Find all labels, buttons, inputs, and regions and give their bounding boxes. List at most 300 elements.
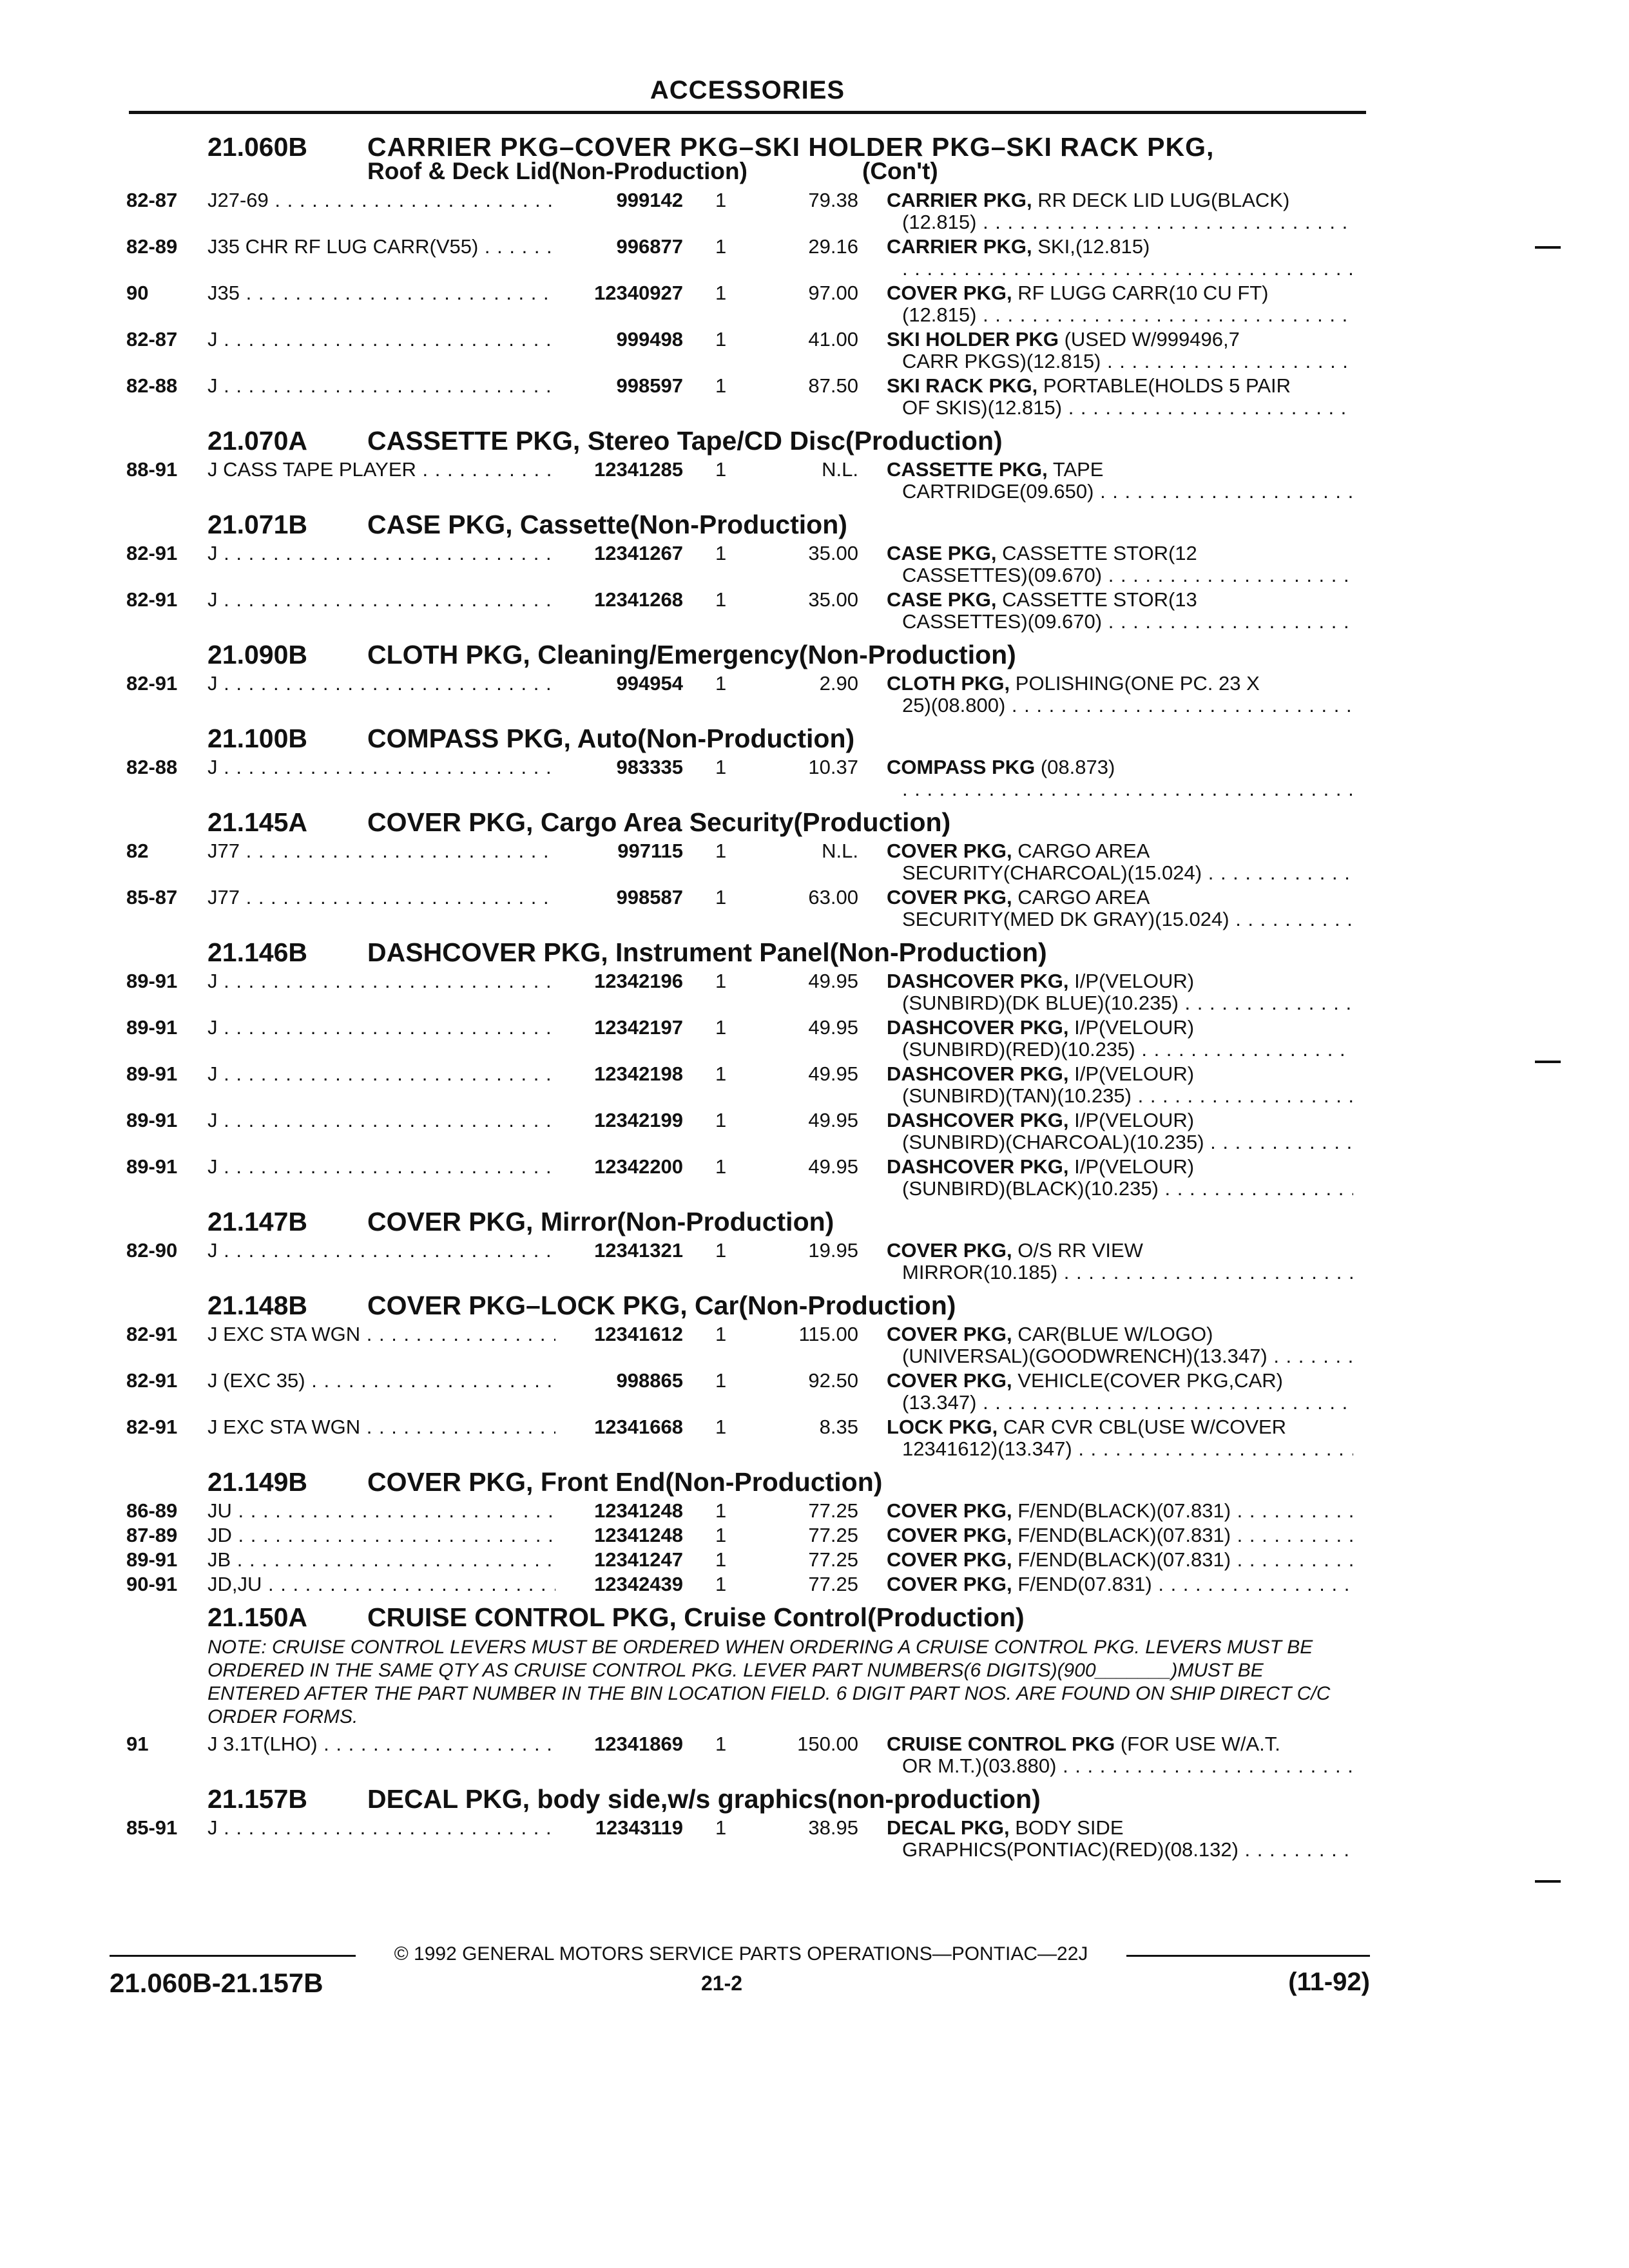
section-subtitle: Roof & Deck Lid(Non-Production) <box>367 158 747 184</box>
section-code: 21.150A <box>207 1602 308 1632</box>
description-line-1 <box>887 1109 1194 1132</box>
description-line-2: (SUNBIRD)(RED)(10.235) . . . <box>902 1038 1353 1061</box>
description-text: CAR CVR CBL(USE W/COVER <box>998 1416 1287 1438</box>
description-line-2: (SUNBIRD)(BLACK)(10.235) . . . <box>902 1177 1353 1200</box>
description-text: CARGO AREA <box>1012 840 1150 862</box>
quantity: 1 <box>715 458 727 481</box>
price: 77.25 <box>808 1499 858 1522</box>
part-row <box>0 280 1629 327</box>
description-name: COVER PKG, <box>887 1573 1012 1595</box>
price: 29.16 <box>808 235 858 258</box>
model-code: J EXC STA WGN . . . <box>207 1416 555 1439</box>
section-heading <box>0 1288 1629 1321</box>
description-line-2: (UNIVERSAL)(GOODWRENCH)(13.347) . . . <box>902 1345 1353 1368</box>
section-code: 21.070A <box>207 426 308 456</box>
part-number: 12341248 <box>594 1524 683 1546</box>
section-code: 21.146B <box>207 937 308 967</box>
part-row <box>0 1154 1629 1200</box>
section-code: 21.060B <box>207 132 308 162</box>
description-text: CASSETTE STOR(13 <box>996 588 1197 611</box>
description-name: SKI RACK PKG, <box>887 374 1038 397</box>
quantity: 1 <box>715 1369 727 1392</box>
quantity: 1 <box>715 1109 727 1131</box>
price: 10.37 <box>808 756 858 778</box>
section-code: 21.100B <box>207 724 308 753</box>
quantity: 1 <box>715 1416 727 1438</box>
part-row <box>0 1498 1629 1523</box>
quantity: 1 <box>715 672 727 695</box>
part-number: 12340927 <box>594 282 683 304</box>
quantity: 1 <box>715 840 727 862</box>
price: 49.95 <box>808 1109 858 1131</box>
price: N.L. <box>822 458 858 481</box>
section-heading <box>0 637 1629 671</box>
description-line-1 <box>887 1416 1286 1439</box>
part-number: 12342198 <box>594 1062 683 1085</box>
footer-date: (11-92) <box>1288 1968 1370 1996</box>
model-years: 82-88 <box>126 756 178 778</box>
part-number: 12341612 <box>594 1323 683 1345</box>
section-heading <box>0 805 1629 838</box>
description-text: RF LUGG CARR(10 CU FT) <box>1012 282 1269 304</box>
part-row <box>0 968 1629 1015</box>
description-name: DASHCOVER PKG, <box>887 1016 1069 1039</box>
model-code: J EXC STA WGN . . . <box>207 1323 555 1346</box>
model-years: 82-91 <box>126 542 178 564</box>
footer-section-range: 21.060B-21.157B <box>110 1968 323 1998</box>
margin-mark <box>1535 1880 1561 1883</box>
description-name: COVER PKG, <box>887 282 1012 304</box>
model-years: 91 <box>126 1733 149 1755</box>
model-code: J . . . <box>207 328 555 351</box>
description-line-1 <box>887 542 1197 565</box>
description-text: F/END(07.831) <box>1012 1573 1152 1595</box>
section-title: CARRIER PKG–COVER PKG–SKI HOLDER PKG–SKI RACK PKG, <box>367 132 1215 162</box>
model-code: J . . . <box>207 374 555 398</box>
model-code: JU . . . <box>207 1499 555 1523</box>
description-line-1 <box>887 588 1197 611</box>
description-name: COVER PKG, <box>887 1548 1012 1571</box>
description-line-1 <box>887 970 1194 993</box>
quantity: 1 <box>715 1062 727 1085</box>
part-number: 12341668 <box>594 1416 683 1438</box>
description-name: COVER PKG, <box>887 1323 1012 1345</box>
model-years: 82-87 <box>126 189 178 211</box>
price: 49.95 <box>808 970 858 992</box>
quantity: 1 <box>715 328 727 351</box>
description-line-2: 12341612)(13.347) . . . <box>902 1437 1353 1461</box>
quantity: 1 <box>715 1155 727 1178</box>
part-number: 999498 <box>616 328 683 351</box>
description-line-1 <box>887 1323 1213 1346</box>
part-row <box>0 1547 1629 1571</box>
part-number: 12342197 <box>594 1016 683 1039</box>
description-name: COVER PKG, <box>887 1524 1012 1546</box>
quantity: 1 <box>715 588 727 611</box>
price: 115.00 <box>798 1323 858 1345</box>
description-text: CARGO AREA <box>1012 886 1150 908</box>
description-name: DASHCOVER PKG, <box>887 1109 1069 1131</box>
model-years: 82-91 <box>126 1416 178 1438</box>
model-code: J . . . <box>207 1239 555 1262</box>
quantity: 1 <box>715 886 727 908</box>
description-text: (08.873) <box>1035 756 1115 778</box>
quantity: 1 <box>715 282 727 304</box>
part-row <box>0 327 1629 373</box>
section-title: COVER PKG, Front End(Non-Production) <box>367 1467 883 1497</box>
model-years: 89-91 <box>126 1155 178 1178</box>
part-row <box>0 587 1629 633</box>
description-line-2: (SUNBIRD)(CHARCOAL)(10.235) . . . <box>902 1131 1353 1154</box>
section-title: CASSETTE PKG, Stereo Tape/CD Disc(Production) <box>367 426 1003 456</box>
description-text: (USED W/999496,7 <box>1058 328 1240 351</box>
description-line-2: (12.815) . . . <box>902 303 1353 327</box>
quantity: 1 <box>715 189 727 211</box>
section-title: COVER PKG–LOCK PKG, Car(Non-Production) <box>367 1291 956 1320</box>
page-header: ACCESSORIES <box>650 76 845 104</box>
catalog-content <box>0 126 1629 1861</box>
description-line-1 <box>887 756 1115 779</box>
section-heading <box>0 1204 1629 1238</box>
price: 87.50 <box>808 374 858 397</box>
section-heading <box>0 935 1629 968</box>
description-text: RR DECK LID LUG(BLACK) <box>1032 189 1290 211</box>
section-subtitle-line <box>0 158 1629 187</box>
quantity: 1 <box>715 970 727 992</box>
description-name: COVER PKG, <box>887 840 1012 862</box>
description-text: I/P(VELOUR) <box>1068 970 1195 992</box>
part-number: 12341247 <box>594 1548 683 1571</box>
price: 150.00 <box>797 1733 858 1755</box>
part-row <box>0 754 1629 801</box>
part-row <box>0 1061 1629 1108</box>
price: 19.95 <box>808 1239 858 1262</box>
model-years: 82-91 <box>126 588 178 611</box>
part-row <box>0 457 1629 503</box>
description-line-1 <box>887 672 1260 695</box>
price: N.L. <box>822 840 858 862</box>
part-row <box>0 187 1629 234</box>
model-code: J . . . <box>207 1816 555 1840</box>
part-row <box>0 838 1629 885</box>
model-code: J 3.1T(LHO) . . . <box>207 1733 555 1756</box>
description-name: CLOTH PKG, <box>887 672 1010 695</box>
description-line-1 <box>887 1155 1194 1178</box>
margin-mark <box>1535 246 1561 249</box>
description-name: DASHCOVER PKG, <box>887 970 1069 992</box>
part-number: 998587 <box>616 886 683 908</box>
description-text: SKI,(12.815) <box>1032 235 1150 258</box>
model-years: 82-89 <box>126 235 178 258</box>
model-code: J . . . <box>207 672 555 695</box>
price: 49.95 <box>808 1062 858 1085</box>
part-row <box>0 373 1629 419</box>
part-number: 996877 <box>616 235 683 258</box>
model-years: 82-91 <box>126 1323 178 1345</box>
section-code: 21.149B <box>207 1467 308 1497</box>
description-line-2: (SUNBIRD)(TAN)(10.235) . . . <box>902 1084 1353 1108</box>
part-row <box>0 1523 1629 1547</box>
section-title: CASE PKG, Cassette(Non-Production) <box>367 510 847 539</box>
part-number: 12341285 <box>594 458 683 481</box>
part-row <box>0 1015 1629 1061</box>
model-years: 82 <box>126 840 149 862</box>
section-heading <box>0 423 1629 457</box>
description-text: (FOR USE W/A.T. <box>1115 1733 1280 1755</box>
description-line-1 <box>887 1573 1357 1596</box>
price: 2.90 <box>819 672 858 695</box>
quantity: 1 <box>715 1573 727 1595</box>
model-years: 87-89 <box>126 1524 178 1546</box>
description-line-2: (12.815) . . . <box>902 211 1353 234</box>
model-years: 82-90 <box>126 1239 178 1262</box>
section-heading <box>0 1465 1629 1498</box>
description-name: CASE PKG, <box>887 542 997 564</box>
part-row <box>0 541 1629 587</box>
description-line-1 <box>887 1062 1194 1086</box>
price: 77.25 <box>808 1548 858 1571</box>
description-name: SKI HOLDER PKG <box>887 328 1059 351</box>
description-line-1 <box>887 1369 1283 1392</box>
model-code: J CASS TAPE PLAYER . . . <box>207 458 555 481</box>
description-name: CARRIER PKG, <box>887 235 1032 258</box>
section-title: COMPASS PKG, Auto(Non-Production) <box>367 724 855 753</box>
description-line-2 <box>902 778 1353 801</box>
part-number: 12341268 <box>594 588 683 611</box>
quantity: 1 <box>715 1733 727 1755</box>
part-number: 997115 <box>617 840 683 862</box>
part-number: 12341321 <box>594 1239 683 1262</box>
description-line-2: CASSETTES)(09.670) . . . <box>902 610 1353 633</box>
part-row <box>0 1108 1629 1154</box>
description-text: BODY SIDE <box>1009 1816 1124 1839</box>
model-code: J77 . . . <box>207 886 555 909</box>
description-line-2: SECURITY(MED DK GRAY)(15.024) . . . <box>902 908 1353 931</box>
part-row <box>0 885 1629 931</box>
footer-copyright: © 1992 GENERAL MOTORS SERVICE PARTS OPERATIONS—PONTIAC—22J <box>394 1943 1088 1965</box>
description-line-1 <box>887 1816 1124 1840</box>
description-text: CASSETTE STOR(12 <box>996 542 1197 564</box>
description-name: DASHCOVER PKG, <box>887 1155 1069 1178</box>
part-row <box>0 671 1629 717</box>
quantity: 1 <box>715 1239 727 1262</box>
description-line-2: GRAPHICS(PONTIAC)(RED)(08.132) . . . <box>902 1838 1353 1861</box>
model-code: J . . . <box>207 1109 555 1132</box>
price: 63.00 <box>808 886 858 908</box>
price: 77.25 <box>808 1573 858 1595</box>
quantity: 1 <box>715 1524 727 1546</box>
description-line-1 <box>887 328 1240 351</box>
description-text: I/P(VELOUR) <box>1068 1109 1195 1131</box>
header-rule <box>129 111 1366 114</box>
description-line-2: CASSETTES)(09.670) . . . <box>902 564 1353 587</box>
model-code: J35 . . . <box>207 282 555 305</box>
part-row <box>0 1414 1629 1461</box>
price: 49.95 <box>808 1155 858 1178</box>
description-line-2: CARR PKGS)(12.815) . . . <box>902 350 1353 373</box>
quantity: 1 <box>715 1323 727 1345</box>
part-number: 998865 <box>616 1369 683 1392</box>
description-text: F/END(BLACK)(07.831) <box>1012 1524 1231 1546</box>
section-title: CRUISE CONTROL PKG, Cruise Control(Production) <box>367 1602 1025 1632</box>
model-code: JD . . . <box>207 1524 555 1547</box>
description-line-2: CARTRIDGE(09.650) . . . <box>902 480 1353 503</box>
model-code: J . . . <box>207 756 555 779</box>
model-years: 89-91 <box>126 1548 178 1571</box>
description-text: CAR(BLUE W/LOGO) <box>1012 1323 1213 1345</box>
description-line-2: MIRROR(10.185) . . . <box>902 1261 1353 1284</box>
quantity: 1 <box>715 1816 727 1839</box>
model-years: 88-91 <box>126 458 178 481</box>
description-line-2: OR M.T.)(03.880) . . . <box>902 1754 1353 1778</box>
model-years: 89-91 <box>126 970 178 992</box>
model-code: J77 . . . <box>207 840 555 863</box>
model-years: 82-87 <box>126 328 178 351</box>
description-line-2: OF SKIS)(12.815) . . . <box>902 396 1353 419</box>
model-years: 82-88 <box>126 374 178 397</box>
section-code: 21.090B <box>207 640 308 669</box>
description-name: COMPASS PKG <box>887 756 1036 778</box>
description-line-1 <box>887 840 1150 863</box>
quantity: 1 <box>715 542 727 564</box>
price: 77.25 <box>808 1524 858 1546</box>
description-line-1 <box>887 282 1269 305</box>
footer-rule-right <box>1126 1955 1370 1957</box>
description-text: I/P(VELOUR) <box>1068 1062 1195 1085</box>
description-text: VEHICLE(COVER PKG,CAR) <box>1012 1369 1283 1392</box>
description-name: DECAL PKG, <box>887 1816 1010 1839</box>
section-title: COVER PKG, Mirror(Non-Production) <box>367 1207 834 1236</box>
model-code: J . . . <box>207 542 555 565</box>
footer-page-number: 21-2 <box>700 1972 743 1995</box>
quantity: 1 <box>715 1499 727 1522</box>
model-code: J . . . <box>207 1016 555 1039</box>
description-line-1 <box>887 1733 1280 1756</box>
continued-label: (Con't) <box>862 158 938 184</box>
part-number: 12342439 <box>594 1573 683 1595</box>
model-code: J (EXC 35) . . . <box>207 1369 555 1392</box>
section-code: 21.148B <box>207 1291 308 1320</box>
section-code: 21.147B <box>207 1207 308 1236</box>
model-years: 85-87 <box>126 886 178 908</box>
model-code: JB . . . <box>207 1548 555 1571</box>
section-code: 21.157B <box>207 1784 308 1814</box>
part-row <box>0 234 1629 280</box>
part-row <box>0 1815 1629 1861</box>
description-text: O/S RR VIEW <box>1012 1239 1143 1262</box>
description-text: TAPE <box>1047 458 1104 481</box>
price: 92.50 <box>808 1369 858 1392</box>
description-line-2 <box>902 257 1353 280</box>
part-row <box>0 1238 1629 1284</box>
quantity: 1 <box>715 1016 727 1039</box>
quantity: 1 <box>715 235 727 258</box>
model-years: 85-91 <box>126 1816 178 1839</box>
description-name: CARRIER PKG, <box>887 189 1032 211</box>
description-text: F/END(BLACK)(07.831) <box>1012 1499 1231 1522</box>
model-code: JD,JU . . . <box>207 1573 555 1596</box>
model-code: J . . . <box>207 1155 555 1178</box>
section-title: CLOTH PKG, Cleaning/Emergency(Non-Production) <box>367 640 1016 669</box>
description-line-1 <box>887 189 1289 212</box>
part-row <box>0 1731 1629 1778</box>
part-number: 12341248 <box>594 1499 683 1522</box>
description-line-1 <box>887 1016 1194 1039</box>
model-years: 90 <box>126 282 149 304</box>
price: 79.38 <box>808 189 858 211</box>
model-years: 86-89 <box>126 1499 178 1522</box>
description-line-2: (13.347) . . . <box>902 1391 1353 1414</box>
model-years: 90-91 <box>126 1573 178 1595</box>
section-title: DECAL PKG, body side,w/s graphics(non-production) <box>367 1784 1041 1814</box>
section-code: 21.071B <box>207 510 308 539</box>
model-years: 82-91 <box>126 672 178 695</box>
description-text: I/P(VELOUR) <box>1068 1155 1195 1178</box>
description-name: CRUISE CONTROL PKG <box>887 1733 1115 1755</box>
section-title: DASHCOVER PKG, Instrument Panel(Non-Production) <box>367 937 1047 967</box>
description-line-2: (SUNBIRD)(DK BLUE)(10.235) . . . <box>902 992 1353 1015</box>
section-heading <box>0 507 1629 541</box>
price: 49.95 <box>808 1016 858 1039</box>
quantity: 1 <box>715 374 727 397</box>
part-number: 998597 <box>616 374 683 397</box>
model-code: J . . . <box>207 1062 555 1086</box>
part-number: 12341869 <box>594 1733 683 1755</box>
price: 35.00 <box>808 588 858 611</box>
description-line-2: 25)(08.800) . . . <box>902 694 1353 717</box>
footer-rule-left <box>110 1955 356 1957</box>
part-number: 12342196 <box>594 970 683 992</box>
price: 35.00 <box>808 542 858 564</box>
part-row <box>0 1368 1629 1414</box>
description-line-1 <box>887 235 1150 258</box>
description-name: COVER PKG, <box>887 1369 1012 1392</box>
price: 41.00 <box>808 328 858 351</box>
price: 97.00 <box>808 282 858 304</box>
description-line-1 <box>887 1524 1357 1547</box>
section-heading <box>0 721 1629 754</box>
description-line-1 <box>887 886 1150 909</box>
part-number: 12343119 <box>595 1816 683 1839</box>
part-row <box>0 1321 1629 1368</box>
section-note: NOTE: CRUISE CONTROL LEVERS MUST BE ORDERED WHEN ORDERING A CRUISE CONTROL PKG. LEVERS MUST BE ORDERED IN THE SAME QTY AS CRUISE CONTROL PKG. LEVER PART NUMBERS(6 DIGITS)(900_______)MUST BE ENTERED AFTER THE PART NUMBER IN THE BIN LOCATION FIELD. 6 DIGIT PART NOS. ARE FOUND ON SHIP DIRECT C/C ORDER FORMS. <box>207 1637 1331 1727</box>
model-code: J27-69 . . . <box>207 189 555 212</box>
quantity: 1 <box>715 1548 727 1571</box>
model-years: 89-91 <box>126 1062 178 1085</box>
model-code: J . . . <box>207 970 555 993</box>
section-heading <box>0 1600 1629 1633</box>
model-years: 82-91 <box>126 1369 178 1392</box>
margin-mark <box>1535 1061 1561 1063</box>
description-line-1 <box>887 1499 1357 1523</box>
description-name: COVER PKG, <box>887 1239 1012 1262</box>
section-heading <box>0 1782 1629 1815</box>
part-number: 999142 <box>616 189 683 211</box>
description-text: I/P(VELOUR) <box>1068 1016 1195 1039</box>
description-name: COVER PKG, <box>887 886 1012 908</box>
description-name: CASE PKG, <box>887 588 997 611</box>
part-number: 994954 <box>616 672 683 695</box>
part-number: 12341267 <box>594 542 683 564</box>
description-name: LOCK PKG, <box>887 1416 998 1438</box>
description-text: PORTABLE(HOLDS 5 PAIR <box>1037 374 1291 397</box>
description-line-2: SECURITY(CHARCOAL)(15.024) . . . <box>902 861 1353 885</box>
section-code: 21.145A <box>207 807 308 837</box>
description-line-1 <box>887 458 1103 481</box>
description-line-1 <box>887 1548 1357 1571</box>
model-code: J . . . <box>207 588 555 611</box>
part-number: 12342200 <box>594 1155 683 1178</box>
